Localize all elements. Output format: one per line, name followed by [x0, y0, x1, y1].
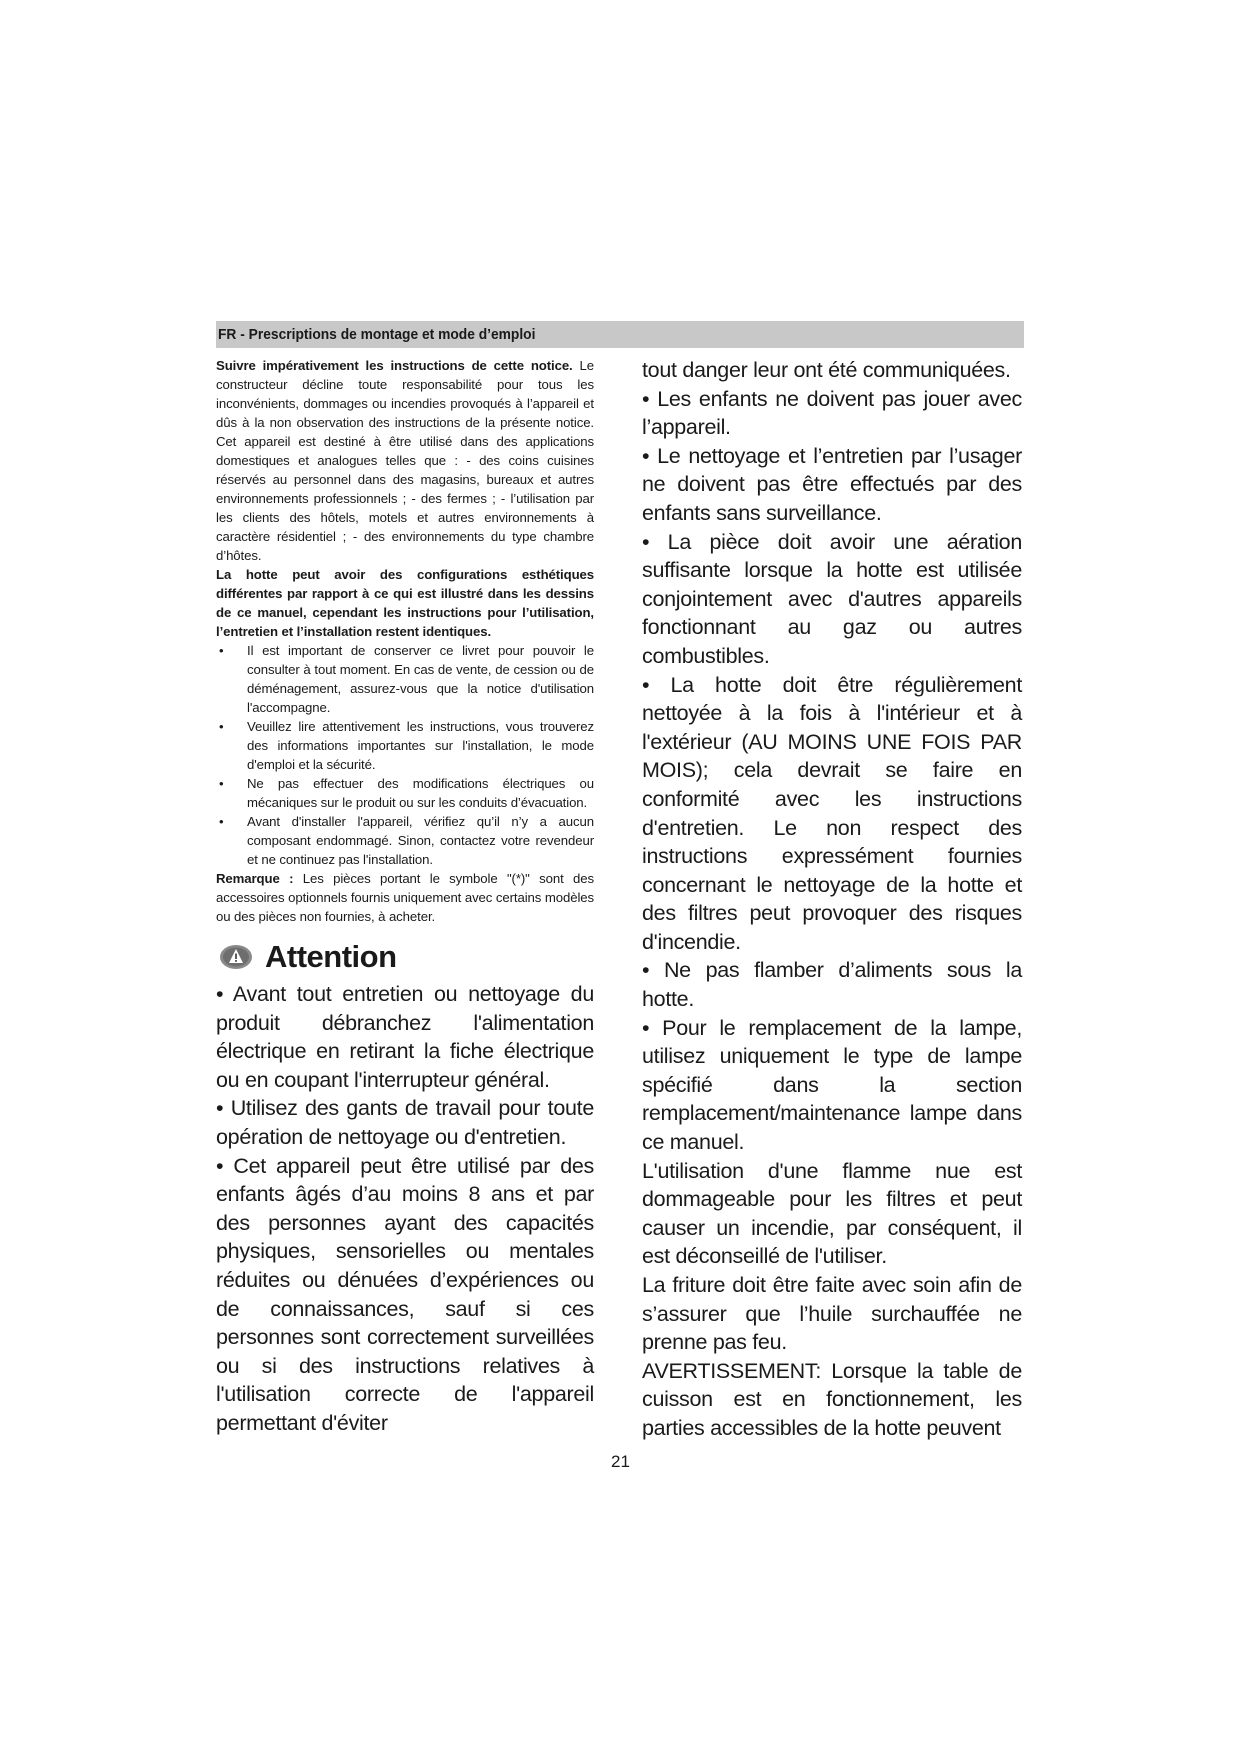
- intro-bold-lead: Suivre impérativement les instructions de cette notice.: [216, 358, 573, 373]
- right-column: [642, 356, 1022, 1443]
- remark-text: Les pièces portant le symbole "(*)" sont des accessoires optionnels fournis uniquement avec certains modèles ou des pièces non fournies, à acheter.: [216, 871, 594, 924]
- paragraph: AVERTISSEMENT: Lorsque la table de cuisson est en fonctionnement, les parties accessibles de la hotte peuvent: [642, 1358, 1022, 1440]
- paragraph: • Pour le remplacement de la lampe, utilisez uniquement le type de lampe spécifié dans la section remplacement/maintenance lampe dans ce manuel.: [642, 1015, 1022, 1155]
- safety-bullet-list: [216, 641, 594, 869]
- section-header: [216, 321, 1024, 348]
- paragraph: • Cet appareil peut être utilisé par des enfants âgés d’au moins 8 ans et par des personnes ayant des capacités physiques, sensorielles ou mentales réduites ou dénuées d’expériences ou de connaissances, sauf si ces personnes sont correctement surveillées ou si des instructions relatives à l'utilisation correcte de l'appareil permettant d'éviter: [216, 1153, 594, 1435]
- paragraph: • La hotte doit être régulièrement nettoyée à la fois à l'intérieur et à l'extérieur (AU MOINS UNE FOIS PAR MOIS); cela devrait se faire en conformité avec les instructions d'entretien. Le non respect des instructions expressément fournies concernant le nettoyage de la hotte et des filtres peut provoquer des risques d'incendie.: [642, 672, 1022, 954]
- bullet-dot: •: [219, 776, 224, 791]
- bullet-dot: •: [219, 643, 224, 658]
- remark-paragraph: [216, 869, 594, 926]
- paragraph: • Le nettoyage et l’entretien par l’usager ne doivent pas être effectués par des enfants sans surveillance.: [642, 443, 1022, 525]
- left-column: [216, 356, 594, 1438]
- paragraph: tout danger leur ont été communiquées.: [642, 358, 1011, 382]
- paragraph: • Avant tout entretien ou nettoyage du produit débranchez l'alimentation électrique en retirant la fiche électrique ou en coupant l'interrupteur général.: [216, 982, 594, 1092]
- paragraph: • Utilisez des gants de travail pour toute opération de nettoyage ou d'entretien.: [216, 1096, 594, 1149]
- bullet-dot: •: [219, 814, 224, 829]
- intro-text: Le constructeur décline toute responsabilité pour tous les inconvénients, dommages ou incendies provoqués à l’appareil et dûs à la non observation des instructions de la présente notice. Cet appareil est destiné à être utilisé dans des applications domestiques et analogues telles que : - des coins cuisines réservés au personnel dans des magasins, bureaux et autres environnements professionnels ; - des fermes ; - l’utilisation par les clients des hôtels, motels et autres environnements à caractère résidentiel ; - des environnements du type chambre d’hôtes.: [216, 358, 594, 563]
- section-header-title: FR - Prescriptions de montage et mode d’emploi: [218, 326, 536, 343]
- page-number: 21: [611, 1452, 630, 1471]
- paragraph: • Les enfants ne doivent pas jouer avec l’appareil.: [642, 386, 1022, 440]
- list-item: • Ne pas effectuer des modifications électriques ou mécaniques sur le produit ou sur les conduits d’évacuation.: [219, 776, 594, 810]
- intro-paragraph: [216, 356, 594, 565]
- intro-bold-paragraph: La hotte peut avoir des configurations esthétiques différentes par rapport à ce qui est illustré dans les dessins de ce manuel, cependant les instructions pour l’utilisation, l’entretien et l’installation restent identiques.: [216, 567, 594, 639]
- attention-heading: [216, 936, 594, 978]
- list-item: • Il est important de conserver ce livret pour pouvoir le consulter à tout moment. En cas de vente, de cession ou de déménagement, assurez-vous que la notice d'utilisation l'accompagne.: [219, 643, 594, 715]
- remark-label: Remarque :: [216, 871, 294, 886]
- list-item: • Veuillez lire attentivement les instructions, vous trouverez des informations importantes sur l'installation, le mode d'emploi et la sécurité.: [219, 719, 594, 772]
- paragraph: L'utilisation d'une flamme nue est dommageable pour les filtres et peut causer un incendie, par conséquent, il est déconseillé de l'utiliser.: [642, 1158, 1022, 1269]
- attention-title: Attention: [265, 939, 397, 974]
- paragraph: • Ne pas flamber d’aliments sous la hotte.: [642, 958, 1022, 1012]
- bullet-dot: •: [219, 719, 224, 734]
- paragraph: La friture doit être faite avec soin afin de s’assurer que l’huile surchauffée ne prenne pas feu.: [642, 1273, 1022, 1355]
- list-item: • Avant d'installer l'appareil, vérifiez qu’il n’y a aucun composant endommagé. Sinon, contactez votre revendeur et ne continuez pas l'installation.: [219, 814, 594, 867]
- attention-text: [216, 980, 594, 1438]
- paragraph: • La pièce doit avoir une aération suffisante lorsque la hotte est utilisée conjointement avec d'autres appareils fonctionnant au gaz ou autres combustibles.: [642, 529, 1022, 668]
- warning-triangle-icon: [219, 944, 253, 970]
